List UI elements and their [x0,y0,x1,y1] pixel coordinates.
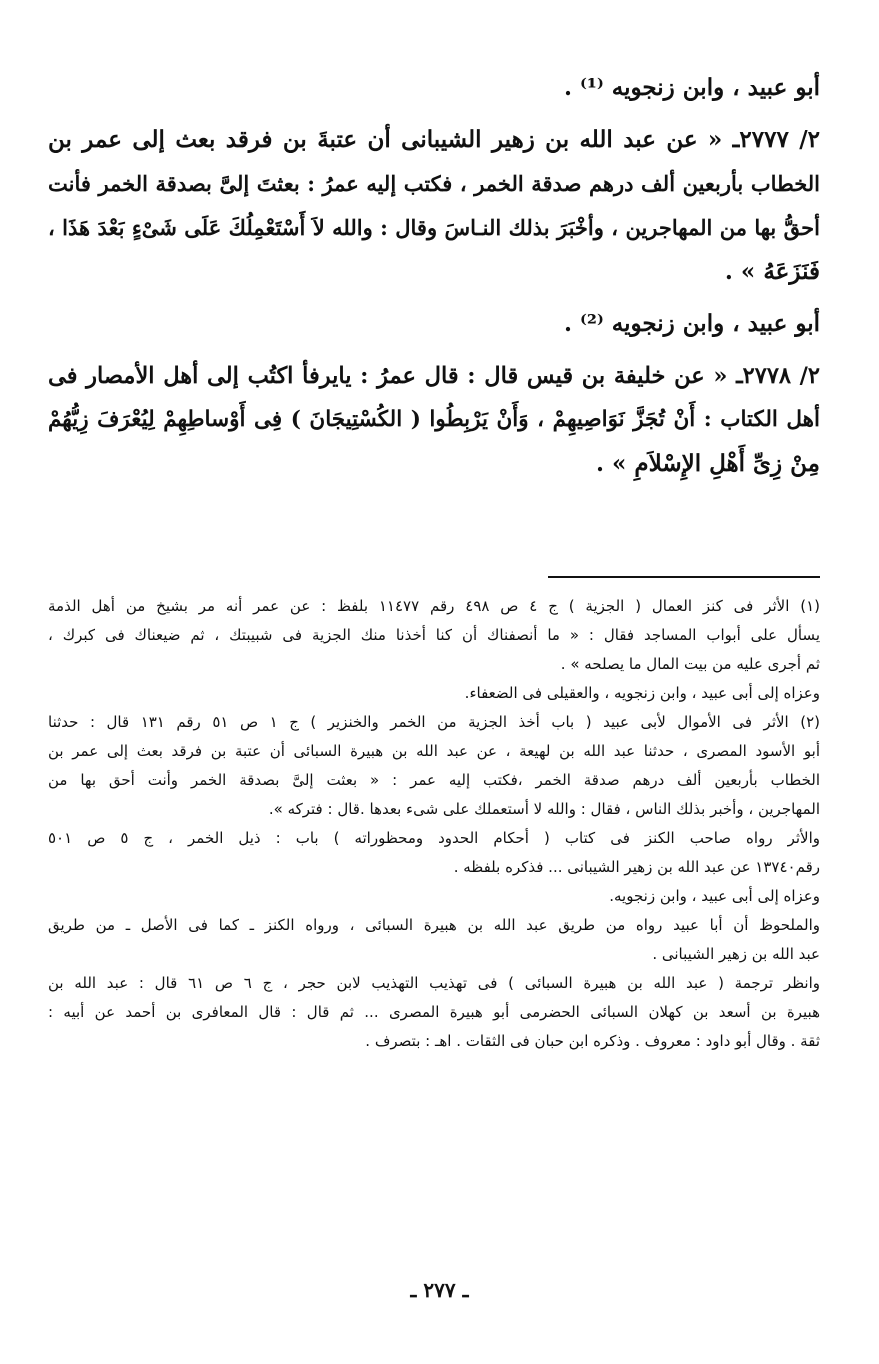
entry-2777-source: أبو عبيد ، وابن زنجويه ⁽²⁾ . [564,310,820,337]
footnote-line: ثقة . وقال أبو داود : معروف . وذكره ابن حبان فى الثقات . اهـ : بتصرف . [365,1032,820,1050]
footnote-line: وعزاه إلى أبى عبيد ، وابن زنجويه. [609,887,820,905]
hadith-2777 [48,118,820,294]
footnote-2 [48,708,820,1056]
footnotes [48,592,820,1056]
hadith-2778 [48,354,820,486]
footnote-line: (٢) الأثر فى الأموال لأبى عبيد ( باب أخذ الجزية من الخمر والخنزير ) ج ١ ص ٥١ رقم ١٣١ قال : حدثنا [48,713,821,731]
footnote-line: (١) الأثر فى كنز العمال ( الجزية ) ج ٤ ص ٤٩٨ رقم ١١٤٧٧ بلفظ : عن عمر أنه مر بشيخ من أهل الذمة [48,597,820,615]
hadith-line: مِنْ زِىِّ أَهْلِ الإِسْلاَمِ » . [595,450,820,477]
footnote-line: المهاجرين ، وأخبر بذلك الناس ، فقال : والله لا أستعملك على شىء بعدها .قال : فتركه ». [268,800,820,818]
page-number: ـ ٢٧٧ ـ [410,1278,469,1302]
hadith-line: أحقُّ بها من المهاجرين ، وأخْبَرَ بذلك النـاسَ وقال : والله لاَ أَسْتَعْمِلُكَ عَلَى شَىْءٍ بَعْدَ هَذَا ، [48,215,820,240]
footnote-line: يسأل على أبواب المساجد فقال : « ما أنصفناك أن كنا أخذنا منك الجزية فى شبيبتك ، ثم ضيعناك فى كبرك ، [48,626,820,644]
hadith-line: أهل الكتاب : أَنْ تُجَزَّ نَوَاصِيهِمْ ، وَأَنْ يَرْبِطُوا ( الكُسْتِيجَانَ ) فِى أَوْساطِهِمْ لِيُعْرَفَ زِيُّهُمْ [48,407,820,432]
footnote-line: وعزاه إلى أبى عبيد ، وابن زنجويه ، والعقيلى فى الضعفاء. [464,684,820,702]
footnote-line: والملحوظ أن أبا عبيد رواه من طريق عبد الله بن هبيرة السبائى ، ورواه الكنز ـ كما فى الأصل ـ من طريق [48,916,820,934]
footnote-line: عبد الله بن زهير الشيبانى . [652,945,820,963]
footnote-1 [48,592,820,708]
main-text [48,66,821,1050]
hadith-line: ٢/ ٢٧٧٧ـ « عن عبد الله بن زهير الشيبانى أن عتبةَ بن فرقد بعث إلى عمر بن [48,126,820,153]
footnote-line: ثم أجرى عليه من بيت المال ما يصلحه » . [560,655,820,673]
hadith-line: ٢/ ٢٧٧٨ـ « عن خليفة بن قيس قال : قال عمرُ : يايرفأ اكتُب إلى أهل الأمصار فى [48,363,820,389]
footnote-line: وانظر ترجمة ( عبد الله بن هبيرة السبائى ) فى تهذيب التهذيب لابن حجر ، ج ٦ ص ٦١ قال : عبد الله بن [48,974,820,992]
footnote-line: الخطاب بأربعين ألف درهم صدقة الخمر ،فكتب إليه عمر : « بعثت إلىَّ بصدقة الخمر وأنت أحق بها من [48,771,820,789]
footnote-divider [548,576,820,578]
footnote-line: هبيرة بن أسعد بن كهلان السبائى الحضرمى أبو هبيرة المصرى ... ثم قال : قال المعافرى بن أحمد عن أبيه : [48,1003,820,1021]
hadith-line: فَنَزَعَهُ » . [724,258,820,285]
footnote-line: رقم١٣٧٤٠ عن عبد الله بن زهير الشيبانى ... فذكره بلفظه . [453,858,820,876]
footnote-line: أبو الأسود المصرى ، حدثنا عبد الله بن لهيعة ، عن عبد الله بن هبيرة السبائى أن عتبة بن فرقد بعث إلى عمر بن [48,742,820,760]
footnote-line: والأثر رواه صاحب الكنز فى كتاب ( أحكام الحدود ومحظوراته ) باب : ذيل الخمر ، ج ٥ ص ٥٠١ [48,829,821,847]
entry-2776-source: أبو عبيد ، وابن زنجويه ⁽¹⁾ . [564,74,820,101]
hadith-line: الخطاب بأربعين ألف درهم صدقة الخمر ، فكتب إليه عمرُ : بعثتَ إلىَّ بصدقة الخمر فأنت [48,171,820,196]
